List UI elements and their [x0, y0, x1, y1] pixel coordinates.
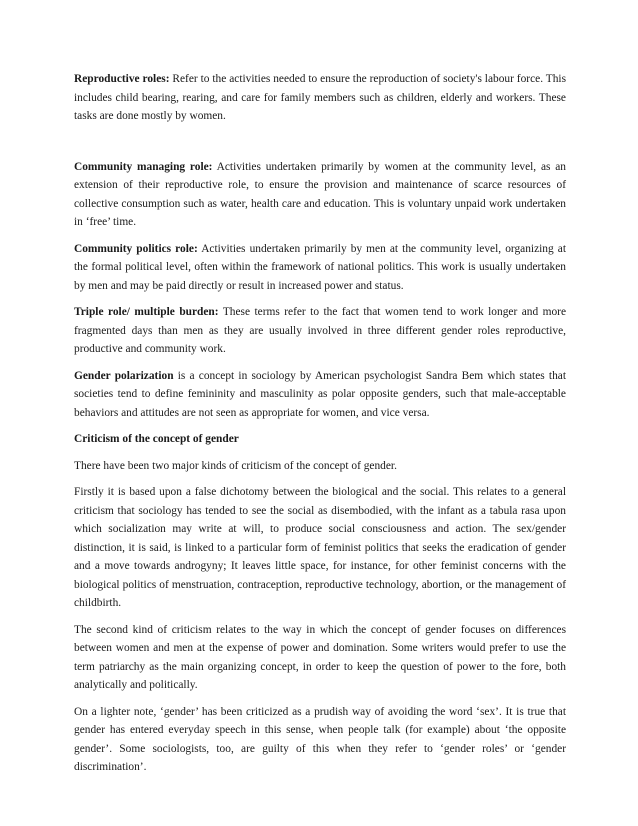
paragraph-community-managing-role	[74, 158, 566, 232]
paragraph-triple-role	[74, 303, 566, 359]
body-paragraph-intro: There have been two major kinds of criticism of the concept of gender.	[74, 459, 397, 472]
definition-reproductive-roles: Refer to the activities needed to ensure the reproduction of society's labour force. This includes child bearing, rearing, and care for family members such as children, elderly and workers. These tasks are done mostly by women.	[74, 73, 566, 122]
document-page	[74, 70, 566, 785]
definition-community-managing-role: Activities undertaken primarily by women at the community level, as an extension of their reproductive role, to ensure the provision and maintenance of scarce resources of collective consumption such as water, health care and education. This is voluntary unpaid work undertaken in ‘free’ time.	[74, 160, 566, 228]
paragraph-reproductive-roles	[74, 70, 566, 126]
term-community-managing-role: Community managing role:	[74, 160, 213, 173]
paragraph-spacer	[74, 134, 566, 158]
term-reproductive-roles: Reproductive roles:	[74, 73, 170, 85]
definition-community-politics-role: Activities undertaken primarily by men at the community level, organizing at the formal political level, often within the framework of national politics. This work is usually undertaken by men and may be paid directly or result in increased power and status.	[74, 242, 566, 292]
definition-gender-polarization: is a concept in sociology by American psychologist Sandra Bem which states that societies tend to define femininity and masculinity as polar opposite genders, such that male-acceptable behaviors and attitudes are not seen as appropriate for women, and vice versa.	[74, 369, 566, 419]
definition-triple-role: These terms refer to the fact that women tend to work longer and more fragmented days than men as they are usually involved in three different gender roles reproductive, productive and community work.	[74, 306, 567, 355]
term-gender-polarization: Gender polarization	[74, 369, 174, 382]
body-paragraph-first-criticism: Firstly it is based upon a false dichotomy between the biological and the social. This relates to a general criticism that sociology has tended to see the social as disembodied, with the infant as a tabula rasa upon which socialization may write at will, to produce social consciousness and action. The sex/gender distinction, it is said, is linked to a particular form of feminist politics that seeks the eradication of gender and a move towards androgyny; It leaves little space, for instance, for other feminist concerns with the biological politics of menstruation, contraception, reproductive technology, abortion, or the management of childbirth.	[74, 486, 566, 609]
body-paragraph-second-criticism: The second kind of criticism relates to the way in which the concept of gender focuses on differences between women and men at the expense of power and domination. Some writers would prefer to use the term patriarchy as the main organizing concept, in order to keep the question of power to the fore, both analytically and politically.	[74, 623, 566, 691]
term-community-politics-role: Community politics role:	[74, 242, 198, 255]
term-triple-role: Triple role/ multiple burden:	[74, 306, 219, 318]
paragraph-gender-polarization	[74, 367, 566, 423]
section-heading: Criticism of the concept of gender	[74, 433, 239, 445]
paragraph-community-politics-role	[74, 240, 566, 296]
body-paragraph-lighter-note: On a lighter note, ‘gender’ has been criticized as a prudish way of avoiding the word ‘sex’. It is true that gender has entered everyday speech in this sense, when people talk (for example) about ‘the opposite gender’. Some sociologists, too, are guilty of this when they refer to ‘gender roles’ or ‘gender discrimination’.	[74, 705, 566, 773]
